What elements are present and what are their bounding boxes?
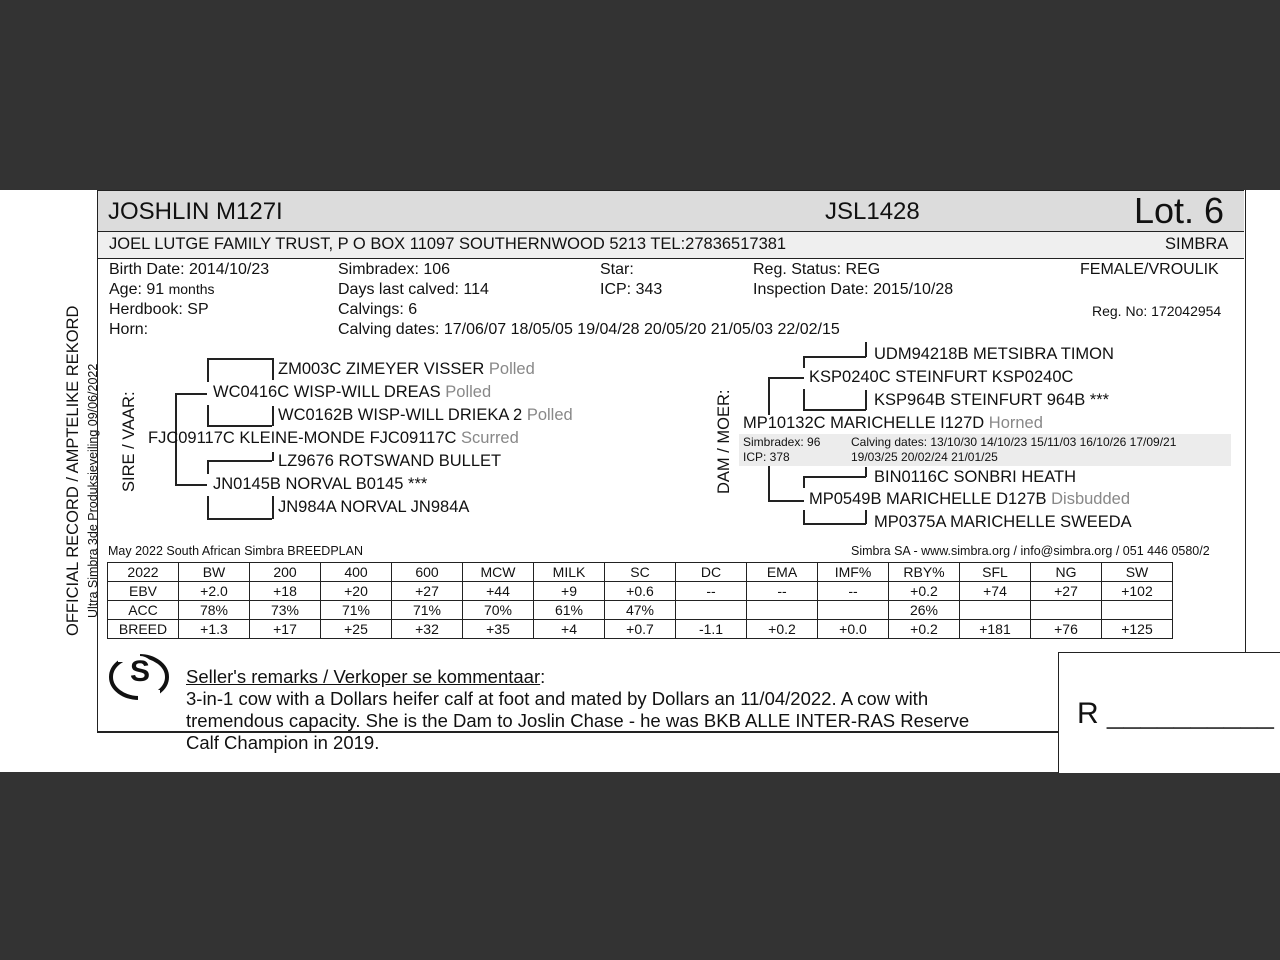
ebv-cell: +0.2 xyxy=(889,620,960,639)
ebv-cell: +17 xyxy=(250,620,321,639)
sire-dam-dam: JN984A NORVAL JN984A xyxy=(278,498,470,516)
price-label: R __________ xyxy=(1077,697,1274,730)
sire-name: FJC09117C KLEINE-MONDE FJC09117C Scurred xyxy=(148,429,519,447)
ebv-cell: +125 xyxy=(1102,620,1173,639)
ebv-cell: +76 xyxy=(1031,620,1102,639)
ebv-cell: +74 xyxy=(960,582,1031,601)
remarks-title: Seller's remarks / Verkoper se kommentaar: xyxy=(186,666,546,687)
ebv-cell: -1.1 xyxy=(676,620,747,639)
dam-sire-sire: UDM94218B METSIBRA TIMON xyxy=(874,345,1114,363)
ebv-cell: +27 xyxy=(392,582,463,601)
ebv-cell: NG xyxy=(1031,563,1102,582)
ebv-cell: 71% xyxy=(392,601,463,620)
dam-calving-dates-cont: 19/03/25 20/02/24 21/01/25 xyxy=(851,450,998,464)
auction-card xyxy=(0,190,1280,772)
calvings: Calvings: 6 xyxy=(338,301,418,318)
ebv-cell: SC xyxy=(605,563,676,582)
ebv-cell xyxy=(747,601,818,620)
ebv-row-ebv xyxy=(108,582,1173,601)
inspection-date: Inspection Date: 2015/10/28 xyxy=(753,281,954,298)
sire-dam: JN0145B NORVAL B0145 *** xyxy=(213,475,428,493)
horn-status: Horn: xyxy=(109,321,149,338)
ebv-cell: +18 xyxy=(250,582,321,601)
ebv-cell: ACC xyxy=(108,601,179,620)
simbradex: Simbradex: 106 xyxy=(338,261,451,278)
ebv-cell: BREED xyxy=(108,620,179,639)
header-bar xyxy=(98,190,1244,232)
ebv-cell: IMF% xyxy=(818,563,889,582)
ebv-cell: MCW xyxy=(463,563,534,582)
ebv-cell: 26% xyxy=(889,601,960,620)
ebv-cell: +44 xyxy=(463,582,534,601)
dam-label: DAM / MOER: xyxy=(715,389,733,494)
dam-dam-dam: MP0375A MARICHELLE SWEEDA xyxy=(874,513,1132,531)
price-box xyxy=(1058,652,1280,773)
lot-number: Lot. 6 xyxy=(1134,190,1225,231)
sire-sire-dam: WC0162B WISP-WILL DRIEKA 2 Polled xyxy=(278,406,573,424)
animal-id-code: JSL1428 xyxy=(825,198,920,225)
ebv-cell: +1.3 xyxy=(179,620,250,639)
reg-no: Reg. No: 172042954 xyxy=(1092,303,1222,319)
ebv-cell: 47% xyxy=(605,601,676,620)
remarks-line-1: 3-in-1 cow with a Dollars heifer calf at foot and mated by Dollars an 11/04/2022. A cow with xyxy=(186,688,929,709)
owner-bar xyxy=(98,232,1244,259)
ebv-cell: +0.2 xyxy=(889,582,960,601)
dam-dam-sire: BIN0116C SONBRI HEATH xyxy=(874,468,1077,486)
icp: ICP: 343 xyxy=(600,281,663,298)
ebv-cell: 600 xyxy=(392,563,463,582)
ebv-cell: +4 xyxy=(534,620,605,639)
seller-remarks xyxy=(186,666,969,754)
ebv-cell: SW xyxy=(1102,563,1173,582)
ebv-cell: +9 xyxy=(534,582,605,601)
ebv-cell: +0.0 xyxy=(818,620,889,639)
dam-calving-dates: Calving dates: 13/10/30 14/10/23 15/11/03 16/10/26 17/09/21 xyxy=(851,435,1177,449)
ebv-cell xyxy=(818,601,889,620)
ebv-cell: +102 xyxy=(1102,582,1173,601)
remarks-line-2: tremendous capacity. She is the Dam to Joslin Chase - he was BKB ALLE INTER-RAS Reserve xyxy=(186,710,970,731)
ebv-cell: 78% xyxy=(179,601,250,620)
ebv-cell: EBV xyxy=(108,582,179,601)
ebv-cell xyxy=(1031,601,1102,620)
age-value: Age: 91 xyxy=(109,281,165,298)
ebv-cell: 73% xyxy=(250,601,321,620)
ebv-cell: RBY% xyxy=(889,563,960,582)
simbra-logo-letter: S xyxy=(129,655,151,688)
dam-info-box xyxy=(739,434,1231,466)
ebv-cell: +0.2 xyxy=(747,620,818,639)
breedplan-caption: May 2022 South African Simbra BREEDPLAN xyxy=(108,544,363,558)
breed-name: SIMBRA xyxy=(1165,235,1229,253)
ebv-cell: +20 xyxy=(321,582,392,601)
ebv-cell: +181 xyxy=(960,620,1031,639)
ebv-cell: 200 xyxy=(250,563,321,582)
owner-details: JOEL LUTGE FAMILY TRUST, P O BOX 11097 SOUTHERNWOOD 5213 TEL:27836517381 xyxy=(109,235,787,253)
ebv-cell: +35 xyxy=(463,620,534,639)
ebv-cell xyxy=(1102,601,1173,620)
dam-sire: KSP0240C STEINFURT KSP0240C xyxy=(809,368,1074,386)
age xyxy=(109,281,215,299)
ebv-table xyxy=(107,562,1173,639)
ebv-cell: DC xyxy=(676,563,747,582)
dam-dam: MP0549B MARICHELLE D127B Disbudded xyxy=(809,490,1131,508)
remarks-line-3: Calf Champion in 2019. xyxy=(186,732,380,753)
simbra-contact: Simbra SA - www.simbra.org / info@simbra.org / 051 446 0580/2 xyxy=(851,544,1210,558)
ebv-cell: 70% xyxy=(463,601,534,620)
dam-simbradex: Simbradex: 96 xyxy=(743,435,821,449)
ebv-cell: MILK xyxy=(534,563,605,582)
ebv-row-breed xyxy=(108,620,1173,639)
dam-sire-dam: KSP964B STEINFURT 964B *** xyxy=(874,391,1110,409)
sex: FEMALE/VROULIK xyxy=(1080,261,1219,278)
ebv-cell: 2022 xyxy=(108,563,179,582)
ebv-header-row xyxy=(108,563,1173,582)
ebv-cell: -- xyxy=(818,582,889,601)
sire-sire: WC0416C WISP-WILL DREAS Polled xyxy=(213,383,492,401)
dam-icp: ICP: 378 xyxy=(743,450,790,464)
days-last-calved: Days last calved: 114 xyxy=(338,281,489,298)
ebv-cell: +27 xyxy=(1031,582,1102,601)
ebv-cell: +32 xyxy=(392,620,463,639)
ebv-cell: SFL xyxy=(960,563,1031,582)
herdbook: Herdbook: SP xyxy=(109,301,209,318)
official-record-label: OFFICIAL RECORD / AMPTELIKE REKORD xyxy=(64,305,82,636)
calving-dates: Calving dates: 17/06/07 18/05/05 19/04/28 20/05/20 21/05/03 22/02/15 xyxy=(338,321,840,338)
ebv-cell: +0.6 xyxy=(605,582,676,601)
star: Star: xyxy=(600,261,634,278)
sire-sire-sire: ZM003C ZIMEYER VISSER Polled xyxy=(278,360,535,378)
ebv-cell: EMA xyxy=(747,563,818,582)
simbra-logo xyxy=(108,650,170,702)
reg-status: Reg. Status: REG xyxy=(753,261,881,278)
ebv-cell: +2.0 xyxy=(179,582,250,601)
birth-date: Birth Date: 2014/10/23 xyxy=(109,261,270,278)
ebv-cell: +25 xyxy=(321,620,392,639)
sire-dam-sire: LZ9676 ROTSWAND BULLET xyxy=(278,452,502,470)
age-unit: months xyxy=(168,281,215,297)
auction-subtitle: Ultra Simbra 3de Produksieveiling 09/06/2022 xyxy=(86,363,100,618)
ebv-cell xyxy=(960,601,1031,620)
sire-label: SIRE / VAAR: xyxy=(120,391,138,492)
ebv-cell: -- xyxy=(676,582,747,601)
ebv-cell: 71% xyxy=(321,601,392,620)
ebv-cell: +0.7 xyxy=(605,620,676,639)
ebv-cell xyxy=(676,601,747,620)
ebv-row-acc xyxy=(108,601,1173,620)
ebv-cell: 400 xyxy=(321,563,392,582)
animal-name: JOSHLIN M127I xyxy=(108,198,283,225)
ebv-cell: 61% xyxy=(534,601,605,620)
dam-name: MP10132C MARICHELLE I127D Horned xyxy=(743,414,1043,432)
ebv-cell: -- xyxy=(747,582,818,601)
ebv-cell: BW xyxy=(179,563,250,582)
